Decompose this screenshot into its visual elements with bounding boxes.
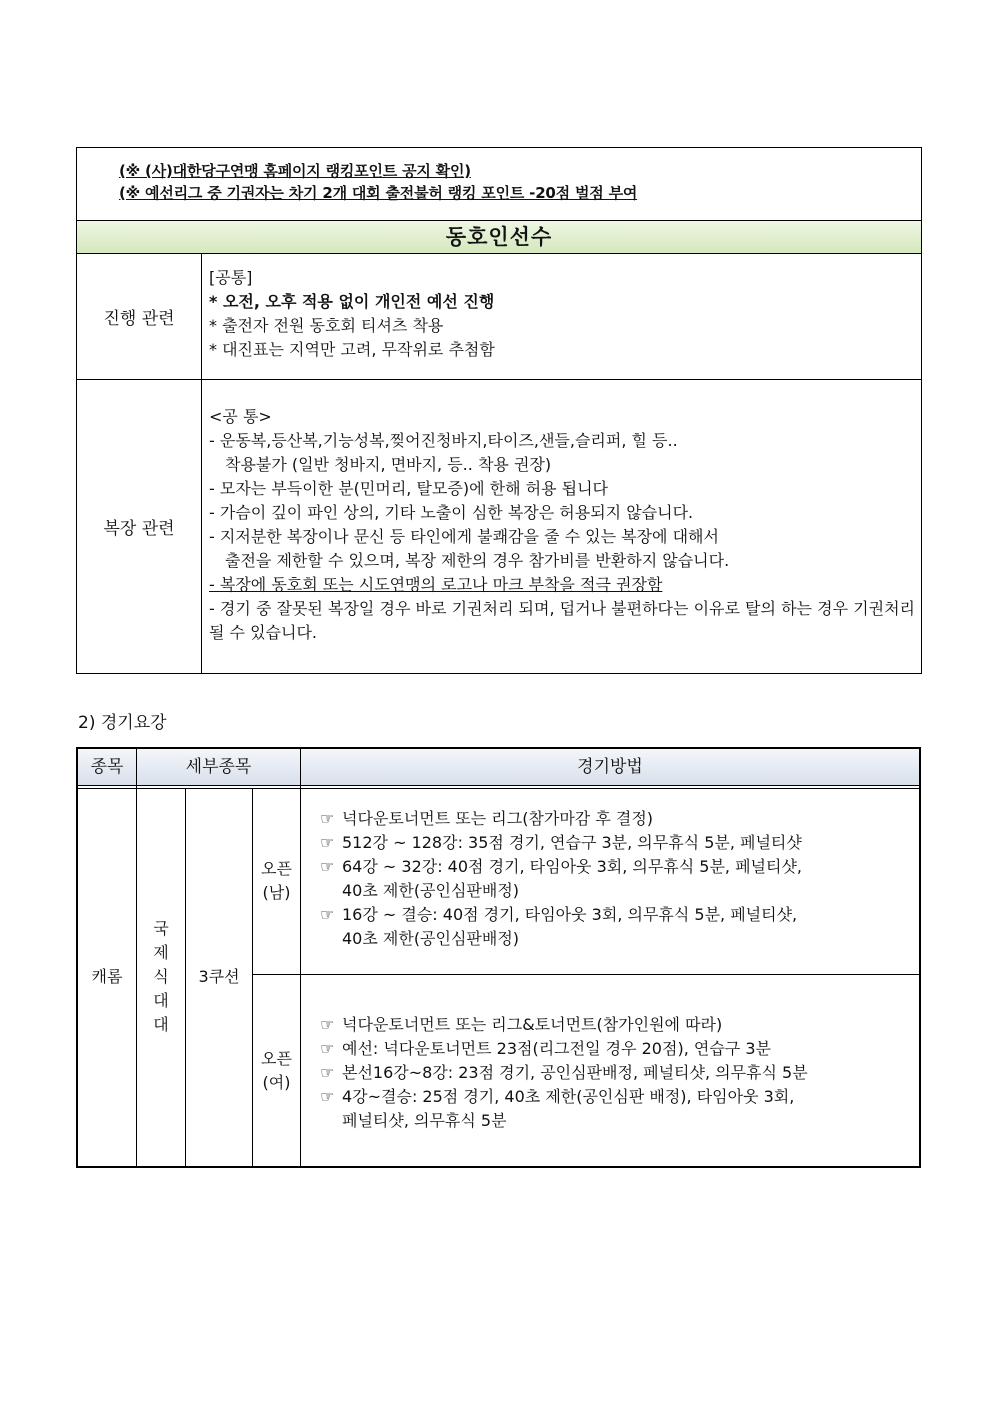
hand-pointing-icon: ☞ [320, 1063, 335, 1082]
method-text: 40초 제한(공인심판배정) [342, 929, 520, 948]
section-banner: 동호인선수 [77, 221, 921, 254]
method-item [312, 1109, 911, 1133]
header-sub-event: 세부종목 [185, 757, 252, 777]
notice-line-2: (※ 예선리그 중 기권자는 차기 2개 대회 출전불허 랭킹 포인트 -20점 벌점 부여 [119, 184, 638, 202]
dress-row [77, 380, 921, 673]
dress-line: - 지저분한 복장이나 문신 등 타인에게 불쾌감을 줄 수 있는 복장에 대해서 [209, 527, 719, 546]
hand-pointing-icon: ☞ [320, 857, 335, 876]
method-item [312, 903, 911, 927]
progress-row [77, 254, 921, 380]
progress-line: * 오전, 오후 적용 없이 개인전 예선 진행 [209, 292, 495, 311]
dress-line: <공 통> [209, 407, 272, 426]
dress-line: - 가슴이 깊이 파인 상의, 기타 노출이 심한 복장은 허용되지 않습니다. [209, 503, 694, 522]
progress-label: 진행 관련 [77, 254, 202, 379]
dress-line: - 모자는 부득이한 분(민머리, 탈모증)에 한해 허용 됩니다 [209, 479, 608, 498]
method-text: 40초 제한(공인심판배정) [342, 881, 520, 900]
method-item [312, 807, 911, 831]
method-item [312, 1037, 911, 1061]
col-divider [300, 749, 301, 1166]
method-item [312, 1085, 911, 1109]
methods-men [312, 807, 911, 951]
method-item [312, 879, 911, 903]
method-text: 4강~결승: 25점 경기, 40초 제한(공인심판 배정), 타임아웃 3회, [342, 1087, 795, 1106]
method-item [312, 831, 911, 855]
hand-pointing-icon: ☞ [320, 1039, 335, 1058]
notice-line-1: (※ (사)대한당구연맹 홈페이지 랭킹포인트 공지 확인) [119, 162, 471, 180]
dress-line: 출전을 제한할 수 있으며, 복장 제한의 경우 참가비를 반환하지 않습니다. [225, 551, 730, 570]
method-text: 본선16강~8강: 23점 경기, 공인심판배정, 페널티샷, 의무휴식 5분 [342, 1063, 808, 1082]
dress-line: - 복장에 동호회 또는 시도연맹의 로고나 마크 부착을 적극 권장함 [209, 575, 663, 594]
sub-event-char: 식 [153, 967, 169, 986]
sub-event-char: 대 [153, 991, 169, 1010]
progress-body [201, 254, 921, 379]
methods-women [312, 1013, 911, 1133]
method-text: 페널티샷, 의무휴식 5분 [342, 1111, 507, 1130]
dress-line: - 운동복,등산복,기능성복,찢어진청바지,타이즈,샌들,슬리퍼, 힐 등.. [209, 431, 678, 450]
progress-line: * 대진표는 지역만 고려, 무작위로 추첨함 [209, 340, 495, 359]
hand-pointing-icon: ☞ [320, 809, 335, 828]
sub-event-cell [137, 788, 185, 1166]
category-men [253, 788, 300, 974]
hand-pointing-icon: ☞ [320, 833, 335, 852]
progress-line: * 출전자 전원 동호회 티셔츠 착용 [209, 316, 444, 335]
method-text: 64강 ~ 32강: 40점 경기, 타임아웃 3회, 의무휴식 5분, 페널티샷, [342, 857, 803, 876]
category-text: 오픈 [261, 1048, 292, 1068]
method-item [312, 1061, 911, 1085]
method-text: 16강 ~ 결승: 40점 경기, 타임아웃 3회, 의무휴식 5분, 페널티샷, [342, 905, 798, 924]
method-text: 예선: 넉다운토너먼트 23점(리그전일 경우 20점), 연습구 3분 [342, 1039, 771, 1058]
competition-table [76, 747, 921, 1168]
dress-line: - 경기 중 잘못된 복장일 경우 바로 기권처리 되며, 덥거나 불편하다는 이유로 탈의 하는 경우 기권처리 될 수 있습니다. [209, 599, 915, 642]
category-text: 오픈 [261, 859, 292, 878]
section-title: 2) 경기요강 [78, 713, 167, 733]
dress-label: 복장 관련 [77, 380, 202, 673]
hand-pointing-icon: ☞ [320, 1015, 335, 1034]
dress-line: 착용불가 (일반 청바지, 면바지, 등.. 착용 권장) [225, 455, 552, 474]
discipline-cell: 3쿠션 [198, 967, 240, 986]
sub-event-char: 대 [153, 1015, 169, 1034]
header-event: 종목 [90, 757, 124, 777]
table-header [78, 749, 919, 786]
header-method: 경기방법 [577, 757, 643, 777]
category-text: (남) [262, 883, 291, 902]
method-text: 넉다운토너먼트 또는 리그&토너먼트(참가인원에 따라) [342, 1015, 723, 1034]
progress-line: [공통] [209, 268, 253, 287]
category-text: (여) [262, 1072, 291, 1092]
method-item [312, 1013, 911, 1037]
event-cell: 캐롬 [91, 967, 123, 986]
hand-pointing-icon: ☞ [320, 1087, 335, 1106]
rules-table [76, 147, 922, 674]
notice-box [77, 148, 921, 221]
category-women [253, 975, 300, 1166]
sub-event-char: 국 [153, 919, 169, 938]
row-divider [252, 974, 919, 975]
method-item [312, 855, 911, 879]
method-text: 512강 ~ 128강: 35점 경기, 연습구 3분, 의무휴식 5분, 페널티샷 [342, 833, 802, 852]
hand-pointing-icon: ☞ [320, 905, 335, 924]
dress-body [201, 380, 921, 673]
sub-event-char: 제 [153, 943, 169, 962]
method-text: 넉다운토너먼트 또는 리그(참가마감 후 결정) [342, 809, 654, 828]
method-item [312, 927, 911, 951]
